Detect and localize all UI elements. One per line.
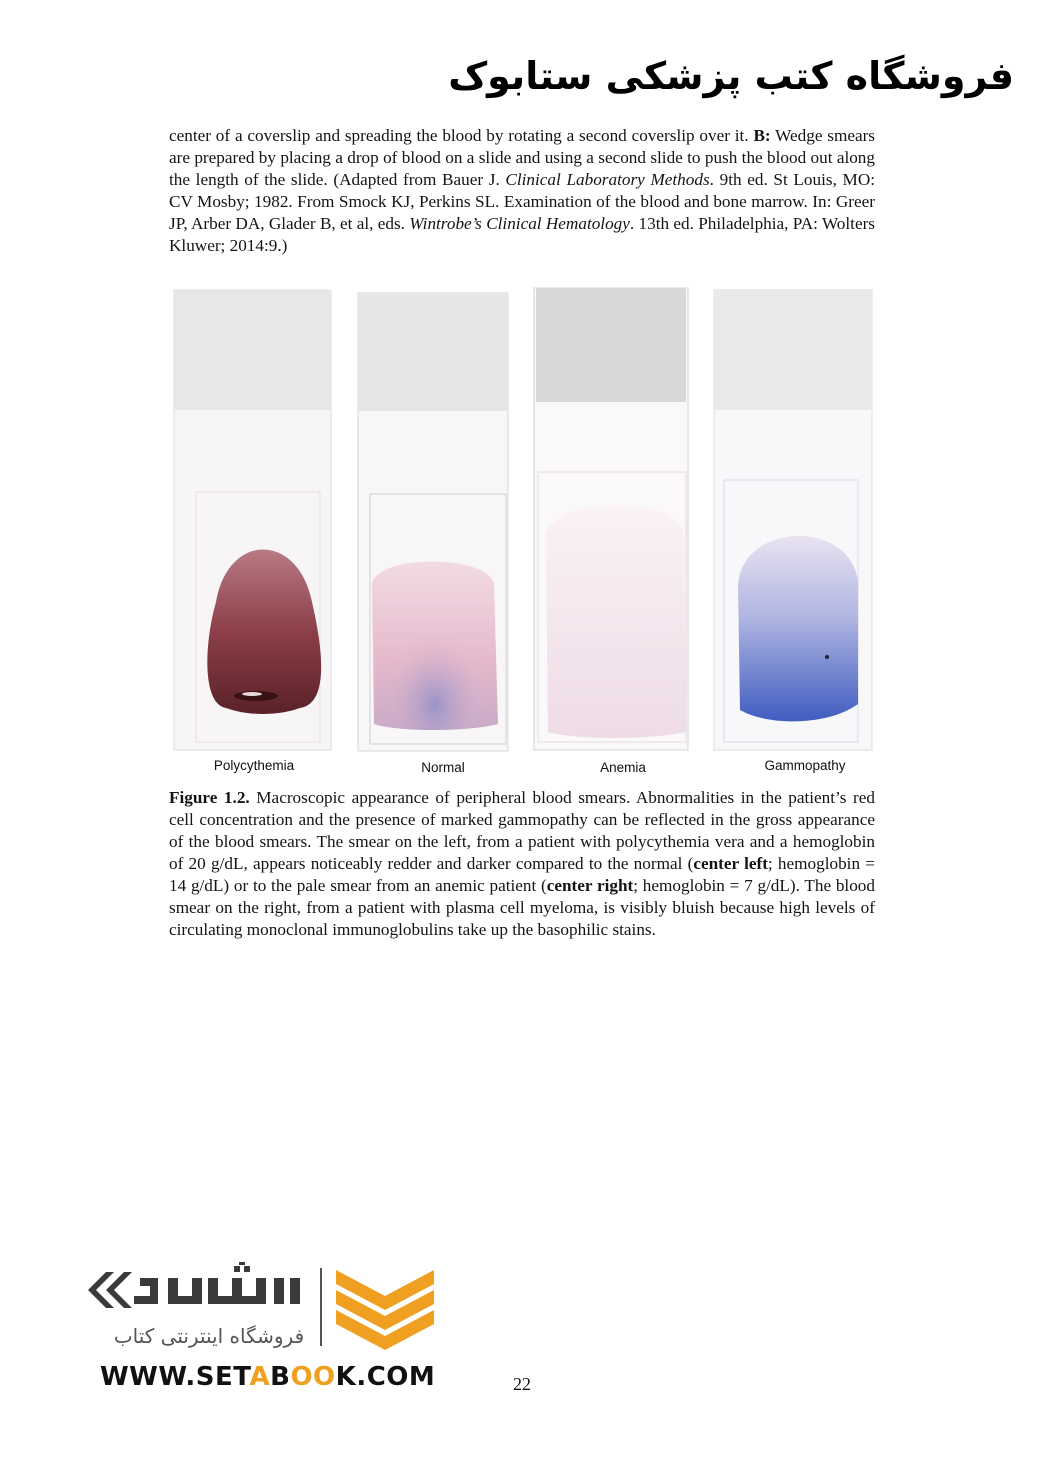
- blood-smear-figure: [168, 284, 880, 782]
- smear-gammopathy: [738, 536, 858, 721]
- figure-caption: [169, 787, 875, 941]
- label-anemia: Anemia: [600, 760, 646, 775]
- intro-book-title-2: Wintrobe’s Clinical Hematology: [409, 214, 630, 233]
- caption-figure-label: Figure 1.2.: [169, 788, 250, 807]
- logo-wordmark-icon: [84, 1262, 319, 1322]
- book-chevron-icon: [332, 1266, 438, 1350]
- label-normal: Normal: [421, 760, 465, 775]
- caption-text-1: Macroscopic appearance of peripheral blood smears. Abnormalities in the patient’s red cell concentration and the presence of marked gammopathy can be reflected in the gross appearance of the blood smears. The smear on the left, from a patient with polycythemia vera and a hemoglobin of 20 g/dL, appears noticeably redder and darker compared to the normal (: [169, 788, 875, 873]
- logo-persian-tagline: فروشگاه اینترنتی کتاب: [113, 1324, 305, 1348]
- smear-anemia: [546, 506, 686, 739]
- logo-website-url: WWW.SETABOOK.COM: [100, 1362, 436, 1392]
- page-number: 22: [513, 1374, 531, 1394]
- setabook-logo: [84, 1262, 444, 1402]
- blood-smear-photo: [168, 284, 880, 782]
- logo-divider: [320, 1268, 322, 1346]
- store-header-title: فروشگاه کتب پزشکی ستابوک: [448, 54, 1014, 98]
- intro-text-2: Wedge smears are prepared by placing a drop of blood on a slide and using a second slide to push the blood out along the length of the slide. (Adapted from Bauer J.: [169, 126, 875, 189]
- label-gammopathy: Gammopathy: [764, 758, 846, 773]
- caption-text-3: ; hemoglobin = 7 g/dL). The blood smear on the right, from a patient with plasma cell myeloma, is visibly bluish because high levels of circulating monoclonal immunoglobulins take up the basophilic stains.: [169, 876, 875, 939]
- intro-paragraph: [169, 125, 875, 257]
- label-polycythemia: Polycythemia: [213, 758, 295, 773]
- intro-book-title-1: Clinical Laboratory Methods: [505, 170, 710, 189]
- intro-text-4: . 13th ed. Philadelphia, PA: Wolters Kluwer; 2014:9.): [169, 214, 875, 255]
- slide-polycythemia: [174, 290, 331, 750]
- intro-b-label: B:: [753, 126, 771, 145]
- intro-text-1: center of a coverslip and spreading the blood by rotating a second coverslip over it.: [169, 126, 754, 145]
- slide-anemia: [534, 288, 688, 750]
- caption-bold-center-left: center left: [693, 854, 768, 873]
- slide-gammopathy: [714, 290, 872, 750]
- caption-text-2: ; hemoglobin = 14 g/dL) or to the pale smear from an anemic patient (: [169, 854, 875, 895]
- intro-text-3: . 9th ed. St Louis, MO: CV Mosby; 1982. From Smock KJ, Perkins SL. Examination of the blood and bone marrow. In: Greer JP, Arber DA, Glader B, et al, eds.: [169, 170, 876, 233]
- caption-bold-center-right: center right: [546, 876, 634, 895]
- slide-normal: [358, 293, 508, 751]
